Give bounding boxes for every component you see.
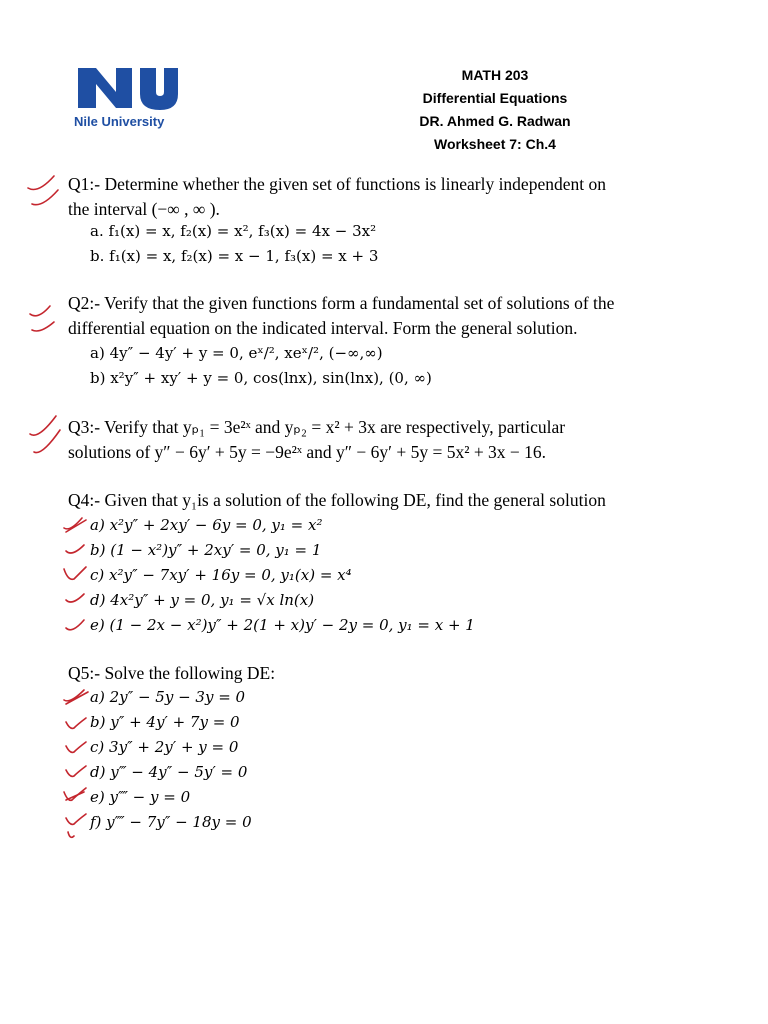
q5-item-b: b) y″ + 4y′ + 7y = 0 (90, 713, 240, 731)
q2-items (90, 341, 432, 391)
q5-item-e: e) y⁗ − y = 0 (90, 788, 191, 806)
q5-prompt: Q5:- Solve the following DE: (68, 663, 276, 683)
checkmark-icon (60, 563, 90, 585)
checkmark-icon (26, 300, 62, 340)
checkmark-icon (60, 686, 92, 708)
q1-line-1: Q1:- Determine whether the given set of functions is linearly independent on (68, 174, 606, 194)
q3-line-1: Q3:- Verify that yₚ₁ = 3e²ˣ and yₚ₂ = x² + 3x are respectively, particular (68, 417, 566, 437)
q1-line-2: the interval (−∞ , ∞ ). (68, 199, 220, 219)
q4-item-c: c) x²y″ − 7xy′ + 16y = 0, y₁(x) = x⁴ (90, 566, 352, 584)
q2-line-2: differential equation on the indicated interval. Form the general solution. (68, 318, 578, 338)
checkmark-icon (62, 760, 90, 782)
instructor-name: DR. Ahmed G. Radwan (419, 113, 571, 129)
q5-item-c: c) 3y″ + 2y′ + y = 0 (90, 738, 239, 756)
q2-item-a: a) 4y″ − 4y′ + y = 0, eˣ/², xeˣ/², (−∞,∞) (90, 344, 383, 362)
checkmark-icon (62, 712, 90, 734)
q4-prompt: Q4:- Given that y₁is a solution of the following DE, find the general solution (68, 490, 606, 510)
q5-item-d: d) y‴ − 4y″ − 5y′ = 0 (90, 763, 248, 781)
q1-items (90, 219, 378, 269)
q1-prompt (68, 172, 606, 222)
q5-item-f: f) y⁗ − 7y″ − 18y = 0 (90, 813, 252, 831)
q4-item-b: b) (1 − x²)y″ + 2xy′ = 0, y₁ = 1 (90, 541, 322, 559)
course-subject: Differential Equations (422, 90, 568, 106)
q2-prompt (68, 291, 614, 341)
q4-item-d: d) 4x²y″ + y = 0, y₁ = √x ln(x) (90, 591, 315, 609)
nile-university-logo (74, 62, 184, 134)
checkmark-icon (62, 539, 90, 561)
q5-item-a: a) 2y″ − 5y − 3y = 0 (90, 688, 246, 706)
checkmark-icon (62, 808, 90, 842)
checkmark-icon (26, 410, 66, 462)
checkmark-icon (62, 614, 90, 638)
checkmark-icon (62, 588, 90, 610)
q4-items (90, 513, 475, 638)
q2-item-b: b) x²y″ + xy′ + y = 0, cos(lnx), sin(lnx), (0, ∞) (90, 369, 432, 387)
q4-item-a: a) x²y″ + 2xy′ − 6y = 0, y₁ = x² (90, 516, 323, 534)
q3-line-2: solutions of y″ − 6y′ + 5y = −9e²ˣ and y″ − 6y′ + 5y = 5x² + 3x − 16. (68, 442, 547, 462)
q3-prompt (68, 415, 565, 465)
course-code: MATH 203 (461, 67, 529, 83)
worksheet-title: Worksheet 7: Ch.4 (434, 136, 556, 152)
q1-item-a: a. f₁(x) = x, f₂(x) = x², f₃(x) = 4x − 3x² (90, 222, 377, 240)
checkmark-icon (62, 736, 90, 758)
logo-caption: Nile University (74, 114, 165, 129)
q1-item-b: b. f₁(x) = x, f₂(x) = x − 1, f₃(x) = x + 3 (90, 247, 379, 265)
worksheet-header (360, 64, 630, 156)
q2-line-1: Q2:- Verify that the given functions form a fundamental set of solutions of the (68, 293, 615, 313)
q4-item-e: e) (1 − 2x − x²)y″ + 2(1 + x)y′ − 2y = 0, y₁ = x + 1 (90, 616, 475, 634)
checkmark-icon (60, 784, 90, 806)
checkmark-icon (60, 514, 90, 536)
q5-items (90, 685, 252, 835)
checkmark-icon (24, 168, 64, 218)
